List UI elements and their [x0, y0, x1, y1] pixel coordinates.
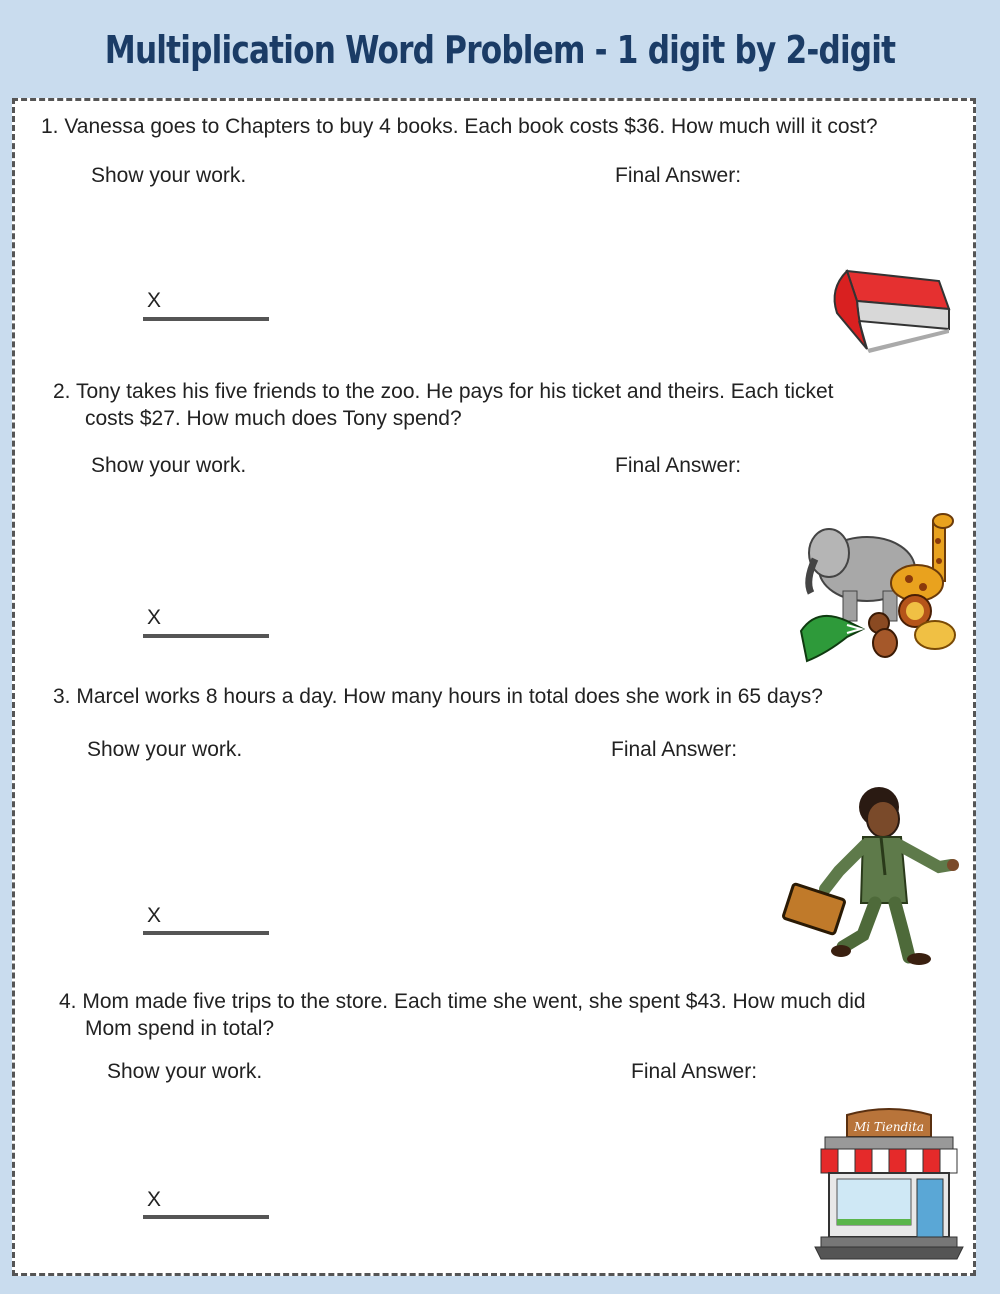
problem-3-answer-line — [143, 931, 269, 935]
book-icon — [827, 261, 957, 356]
problem-1-show-work-label: Show your work. — [91, 164, 247, 187]
worksheet — [12, 98, 976, 1276]
store-icon — [811, 1107, 967, 1267]
problem-1-final-answer-label: Final Answer: — [615, 164, 742, 187]
problem-4-show-work-label: Show your work. — [107, 1060, 263, 1083]
problem-2-multiply-sign: X — [147, 606, 162, 629]
problem-2-answer-line — [143, 634, 269, 638]
problem-4-answer-line — [143, 1215, 269, 1219]
svg-text:Mi Tiendita: Mi Tiendita — [853, 1120, 925, 1134]
problem-4-multiply-sign: X — [147, 1188, 162, 1211]
problem-3-final-answer-label: Final Answer: — [611, 738, 738, 761]
page-title: Multiplication Word Problem - 1 digit by 2-digit — [104, 28, 896, 72]
problem-3-text: 3. Marcel works 8 hours a day. How many hours in total does she work in 65 days? — [53, 685, 823, 708]
problem-1-multiply-sign: X — [147, 289, 162, 312]
problem-1-text: 1. Vanessa goes to Chapters to buy 4 books. Each book costs $36. How much will it cost? — [41, 115, 878, 138]
businessman-icon — [779, 785, 959, 970]
problem-3-multiply-sign: X — [147, 904, 162, 927]
problem-2-show-work-label: Show your work. — [91, 454, 247, 477]
problem-2-text: 2. Tony takes his five friends to the zoo. He pays for his ticket and theirs. Each ticket costs $27. How much does Tony spend? — [53, 380, 834, 430]
zoo-animals-icon — [797, 511, 957, 666]
problem-1-answer-line — [143, 317, 269, 321]
problem-3-show-work-label: Show your work. — [87, 738, 243, 761]
problem-4-final-answer-label: Final Answer: — [631, 1060, 758, 1083]
problem-4-text: 4. Mom made five trips to the store. Each time she went, she spent $43. How much did Mom spend in total? — [59, 990, 866, 1040]
problem-2-final-answer-label: Final Answer: — [615, 454, 742, 477]
